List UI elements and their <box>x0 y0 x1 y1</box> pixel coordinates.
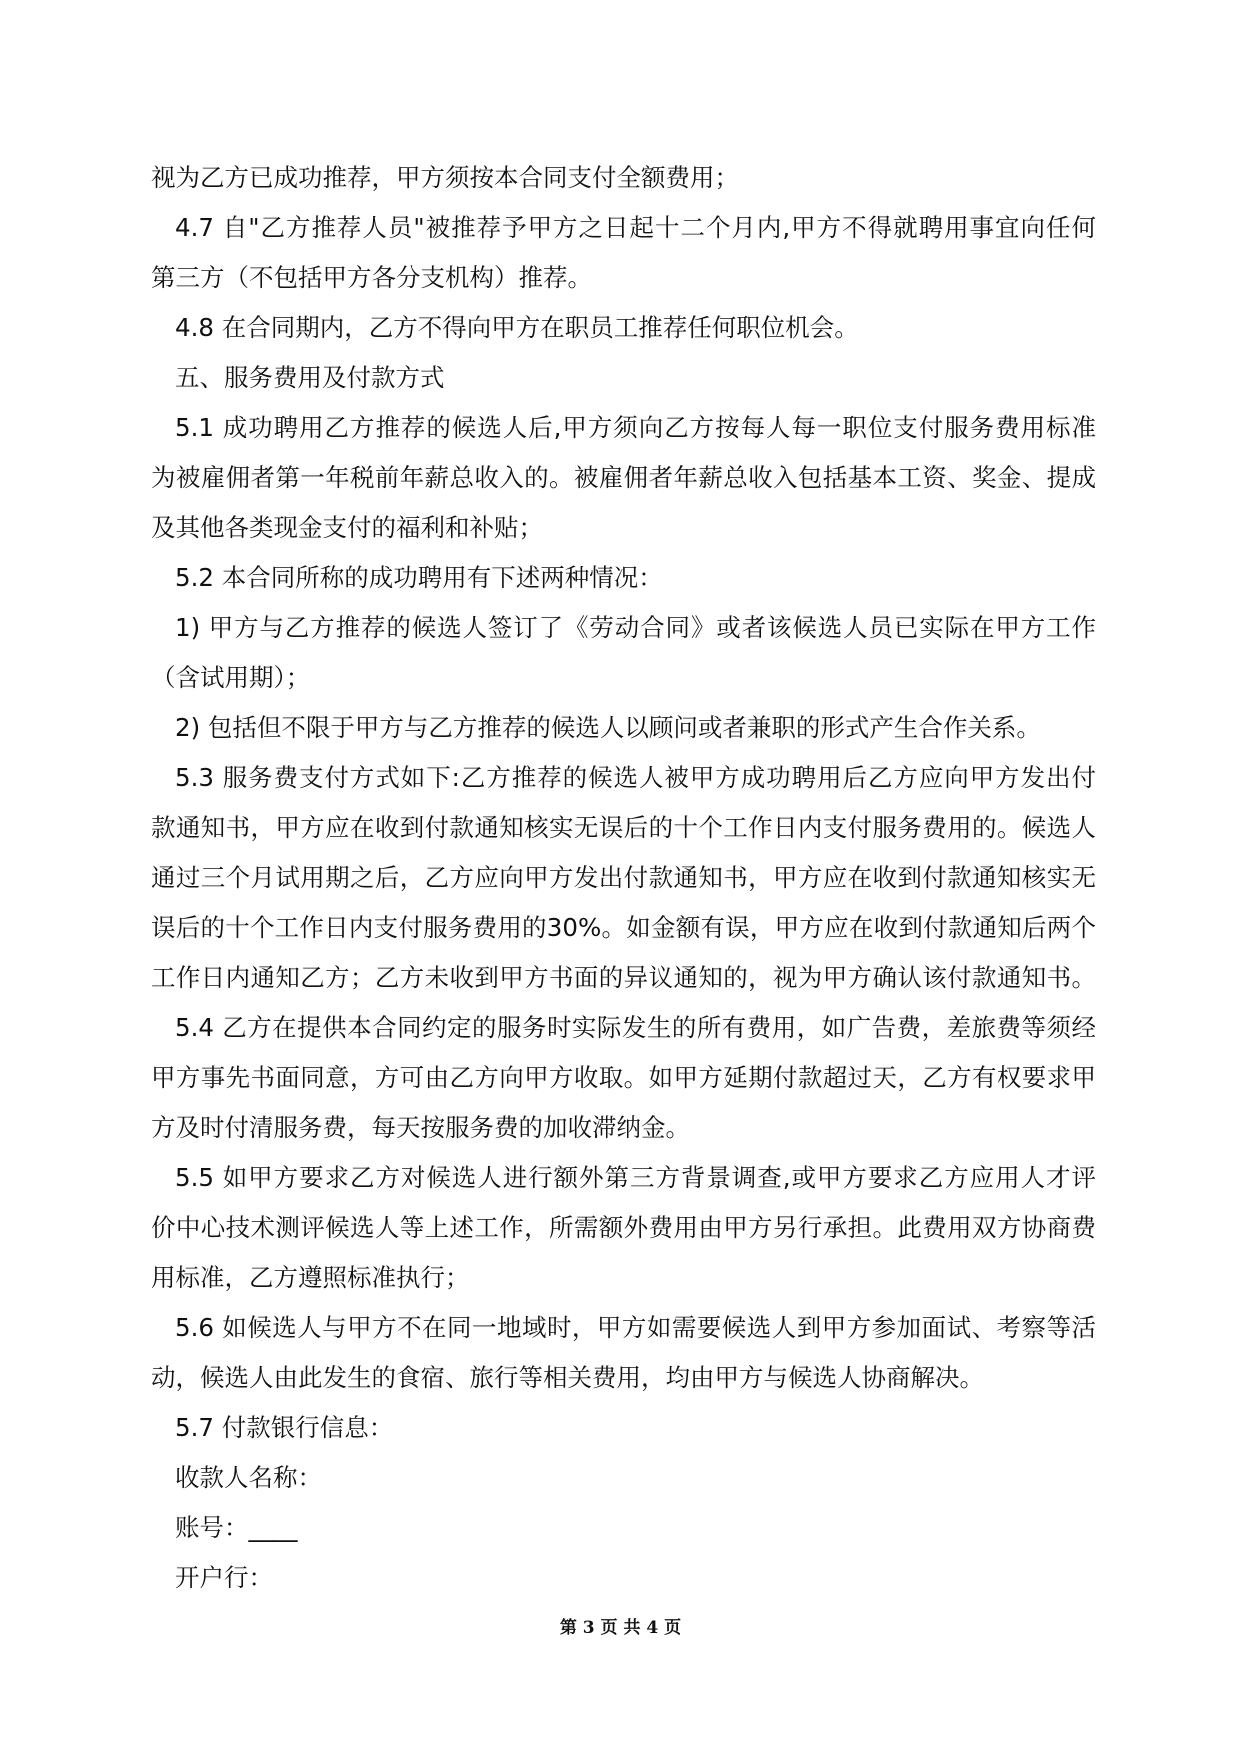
paragraph-line: 第三方（不包括甲方各分支机构）推荐。 <box>151 263 592 292</box>
bank-name-label: 开户行： <box>175 1563 273 1592</box>
paragraph-line: 5.2 本合同所称的成功聘用有下述两种情况： <box>175 563 663 592</box>
paragraph-line: 4.7 自"乙方推荐人员"被推荐予甲方之日起十二个月内,甲方不得就聘用事宜向任何 <box>175 213 1096 242</box>
paragraph-line: 价中心技术测评候选人等上述工作，所需额外费用由甲方另行承担。此费用双方协商费 <box>151 1213 1096 1242</box>
paragraph-line: 视为乙方已成功推荐，甲方须按本合同支付全额费用； <box>151 163 739 192</box>
paragraph-line: 5.5 如甲方要求乙方对候选人进行额外第三方背景调查,或甲方要求乙方应用人才评 <box>175 1163 1096 1192</box>
paragraph-line: （含试用期）； <box>151 663 311 692</box>
paragraph-line: 5.7 付款银行信息： <box>175 1413 394 1442</box>
paragraph-line: 及其他各类现金支付的福利和补贴； <box>151 513 543 542</box>
paragraph-line: 2) 包括但不限于甲方与乙方推荐的候选人以顾问或者兼职的形式产生合作关系。 <box>175 713 1041 742</box>
paragraph-line: 用标准，乙方遵照标准执行； <box>151 1263 470 1292</box>
account-number-label: 账号：____ <box>175 1513 298 1542</box>
section-heading: 五、服务费用及付款方式 <box>175 363 445 392</box>
payee-name-label: 收款人名称： <box>175 1463 322 1492</box>
paragraph-line: 款通知书，甲方应在收到付款通知核实无误后的十个工作日内支付服务费用的。候选人 <box>151 813 1096 842</box>
paragraph-line: 5.6 如候选人与甲方不在同一地域时，甲方如需要候选人到甲方参加面试、考察等活 <box>175 1313 1096 1342</box>
page-number: 第 3 页 共 4 页 <box>559 1618 682 1638</box>
paragraph-line: 工作日内通知乙方；乙方未收到甲方书面的异议通知的，视为甲方确认该付款通知书。 <box>151 963 1096 992</box>
paragraph-line: 方及时付清服务费，每天按服务费的加收滞纳金。 <box>151 1113 690 1142</box>
paragraph-line: 甲方事先书面同意，方可由乙方向甲方收取。如甲方延期付款超过天，乙方有权要求甲 <box>151 1063 1096 1092</box>
paragraph-line: 5.4 乙方在提供本合同约定的服务时实际发生的所有费用，如广告费，差旅费等须经 <box>175 1013 1096 1042</box>
paragraph-line: 通过三个月试用期之后，乙方应向甲方发出付款通知书，甲方应在收到付款通知核实无 <box>151 863 1096 892</box>
paragraph-line: 5.1 成功聘用乙方推荐的候选人后,甲方须向乙方按每人每一职位支付服务费用标准 <box>175 413 1096 442</box>
paragraph-line: 1) 甲方与乙方推荐的候选人签订了《劳动合同》或者该候选人员已实际在甲方工作 <box>175 613 1096 642</box>
document-body <box>151 153 1096 1603</box>
paragraph-line: 为被雇佣者第一年税前年薪总收入的。被雇佣者年薪总收入包括基本工资、奖金、提成 <box>151 463 1096 492</box>
paragraph-line: 4.8 在合同期内，乙方不得向甲方在职员工推荐任何职位机会。 <box>175 313 859 342</box>
paragraph-line: 5.3 服务费支付方式如下:乙方推荐的候选人被甲方成功聘用后乙方应向甲方发出付 <box>175 763 1096 792</box>
paragraph-line: 动，候选人由此发生的食宿、旅行等相关费用，均由甲方与候选人协商解决。 <box>151 1363 984 1392</box>
paragraph-line: 误后的十个工作日内支付服务费用的30%。如金额有误，甲方应在收到付款通知后两个 <box>151 913 1096 942</box>
